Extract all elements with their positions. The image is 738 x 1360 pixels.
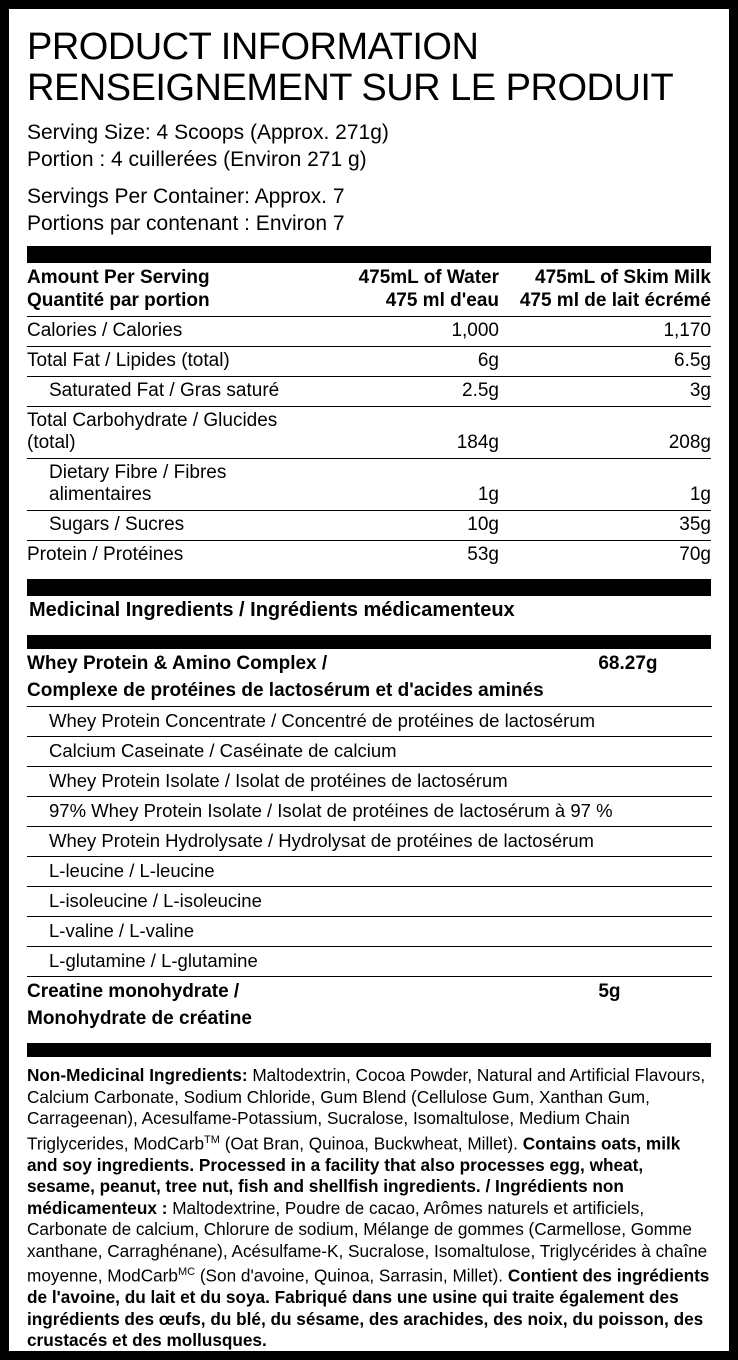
- non-medicinal-ingredients: [27, 1065, 711, 1352]
- list-item: [27, 917, 711, 947]
- list-item: [27, 737, 711, 767]
- whey-complex-label-en: Whey Protein & Amino Complex /: [27, 653, 328, 674]
- nutrient-milk-value: 1,170: [499, 317, 711, 347]
- sub-ingredient-label: L-glutamine / L-glutamine: [27, 947, 711, 977]
- nutrient-water-value: 1g: [319, 459, 499, 511]
- nutrient-label: Total Carbohydrate / Glucides (total): [27, 407, 319, 459]
- servings-per-container-fr: Portions par contenant : Environ 7: [27, 212, 345, 235]
- allergen-warning-fr: Contient des ingrédients de l'avoine, du lait et du soya. Fabriqué dans une usine qui traite également des ingrédients des œufs, du blé, du sésame, des arachides, des noix, du poisson, des crustacés et des mollusques.: [27, 1265, 710, 1351]
- nutrient-water-value: 10g: [319, 511, 499, 541]
- nutrition-header-row: [27, 263, 711, 317]
- amount-per-serving-header: [27, 263, 319, 317]
- whey-complex-row-fr: [27, 679, 711, 707]
- list-item: [27, 857, 711, 887]
- creatine-label-en: Creatine monohydrate /: [27, 977, 598, 1008]
- creatine-amount: 5g: [598, 977, 711, 1008]
- sub-ingredient-label: Whey Protein Isolate / Isolat de protéines de lactosérum: [27, 767, 711, 797]
- nutrient-milk-value: 3g: [499, 377, 711, 407]
- column-water-fr: 475 ml d'eau: [385, 290, 499, 311]
- list-item: [27, 797, 711, 827]
- nutrient-label: Sugars / Sucres: [27, 511, 319, 541]
- medicinal-ingredients-heading: Medicinal Ingredients / Ingrédients médicamenteux: [29, 599, 515, 621]
- medicinal-ingredients-table: [27, 649, 711, 1034]
- modcarb-mc-fr: MC: [177, 1266, 196, 1279]
- column-milk-en: 475mL of Skim Milk: [535, 267, 711, 288]
- non-medicinal-label-fr: / Ingrédients non médicamenteux :: [27, 1176, 624, 1218]
- serving-info: [27, 119, 711, 237]
- nutrient-water-value: 184g: [319, 407, 499, 459]
- page-title-en: PRODUCT INFORMATION: [27, 26, 479, 68]
- amount-per-serving-fr: Quantité par portion: [27, 290, 210, 311]
- table-row: [27, 511, 711, 541]
- table-row: [27, 541, 711, 571]
- sub-ingredient-label: Calcium Caseinate / Caséinate de calcium: [27, 737, 711, 767]
- whey-complex-row: [27, 649, 711, 679]
- nutrient-water-value: 6g: [319, 347, 499, 377]
- nutrition-table: [27, 263, 711, 570]
- creatine-label-fr: Monohydrate de créatine: [27, 1008, 252, 1029]
- list-item: [27, 707, 711, 737]
- list-item: [27, 947, 711, 977]
- sub-ingredient-label: L-isoleucine / L-isoleucine: [27, 887, 711, 917]
- nutrient-label: Calories / Calories: [27, 317, 319, 347]
- whey-complex-label-fr: Complexe de protéines de lactosérum et d'acides aminés: [27, 680, 544, 701]
- non-medicinal-body-en-2: (Oat Bran, Quinoa, Buckwheat, Millet).: [219, 1133, 523, 1154]
- non-medicinal-body-en: Maltodextrin, Cocoa Powder, Natural and Artificial Flavours, Calcium Carbonate, Sodium Chloride, Gum Blend (Cellulose Gum, Xanthan Gum, Carrageenan), Acesulfame-Potassium, Sucralose, Isomaltulose, Medium Chain Triglycerides, ModCarb: [27, 1065, 706, 1154]
- nutrient-label: Saturated Fat / Gras saturé: [27, 377, 319, 407]
- serving-size-en: Serving Size: 4 Scoops (Approx. 271g): [27, 121, 389, 144]
- table-row: [27, 347, 711, 377]
- column-milk-header: [499, 263, 711, 317]
- sub-ingredient-label: L-leucine / L-leucine: [27, 857, 711, 887]
- nutrient-milk-value: 1g: [499, 459, 711, 511]
- nutrient-milk-value: 6.5g: [499, 347, 711, 377]
- sub-ingredient-label: L-valine / L-valine: [27, 917, 711, 947]
- nutrient-milk-value: 208g: [499, 407, 711, 459]
- divider-bar-medicinal-top: [27, 579, 711, 596]
- amount-per-serving-en: Amount Per Serving: [27, 267, 210, 288]
- nutrient-label: Protein / Protéines: [27, 541, 319, 571]
- nutrient-water-value: 2.5g: [319, 377, 499, 407]
- sub-ingredient-label: Whey Protein Hydrolysate / Hydrolysat de protéines de lactosérum: [27, 827, 711, 857]
- sub-ingredient-label: Whey Protein Concentrate / Concentré de protéines de lactosérum: [27, 707, 711, 737]
- table-row: [27, 317, 711, 347]
- list-item: [27, 827, 711, 857]
- nutrient-label: Dietary Fibre / Fibres alimentaires: [27, 459, 319, 511]
- table-row: [27, 459, 711, 511]
- nutrient-milk-value: 35g: [499, 511, 711, 541]
- page-title-fr: RENSEIGNEMENT SUR LE PRODUIT: [27, 67, 674, 109]
- non-medicinal-body-fr: Maltodextrine, Poudre de cacao, Arômes naturels et artificiels, Carbonate de calcium, Chlorure de sodium, Mélange de gommes (Carmellose, Gomme xanthane, Carraghénane), Acésulfame-K, Sucralose, Isomaltulose, Triglycérides à chaîne moyenne, ModCarb: [27, 1197, 708, 1286]
- creatine-row: [27, 977, 711, 1008]
- column-milk-fr: 475 ml de lait écrémé: [519, 290, 711, 311]
- non-medicinal-label-en: Non-Medicinal Ingredients:: [27, 1065, 248, 1085]
- column-water-header: [319, 263, 499, 317]
- nutrient-water-value: 1,000: [319, 317, 499, 347]
- serving-size-fr: Portion : 4 cuillerées (Environ 271 g): [27, 148, 367, 171]
- column-water-en: 475mL of Water: [358, 267, 499, 288]
- whey-complex-amount: 68.27g: [598, 653, 658, 674]
- creatine-row-fr: [27, 1007, 711, 1034]
- whey-complex-label: [27, 649, 598, 679]
- sub-ingredient-label: 97% Whey Protein Isolate / Isolat de protéines de lactosérum à 97 %: [27, 797, 711, 827]
- list-item: [27, 767, 711, 797]
- servings-per-container-en: Servings Per Container: Approx. 7: [27, 185, 345, 208]
- divider-bar-medicinal-bottom: [27, 635, 711, 649]
- table-row: [27, 377, 711, 407]
- divider-bar-top: [27, 246, 711, 263]
- nutrient-milk-value: 70g: [499, 541, 711, 571]
- modcarb-tm-en: TM: [204, 1133, 220, 1146]
- nutrient-water-value: 53g: [319, 541, 499, 571]
- table-row: [27, 407, 711, 459]
- nutrient-label: Total Fat / Lipides (total): [27, 347, 319, 377]
- allergen-warning-en: Contains oats, milk and soy ingredients. Processed in a facility that also processes egg, wheat, sesame, peanut, tree nut, fish and shellfish ingredients.: [27, 1133, 681, 1197]
- divider-bar-nonmedicinal: [27, 1043, 711, 1057]
- list-item: [27, 887, 711, 917]
- non-medicinal-body-fr-2: (Son d'avoine, Quinoa, Sarrasin, Millet).: [195, 1265, 508, 1286]
